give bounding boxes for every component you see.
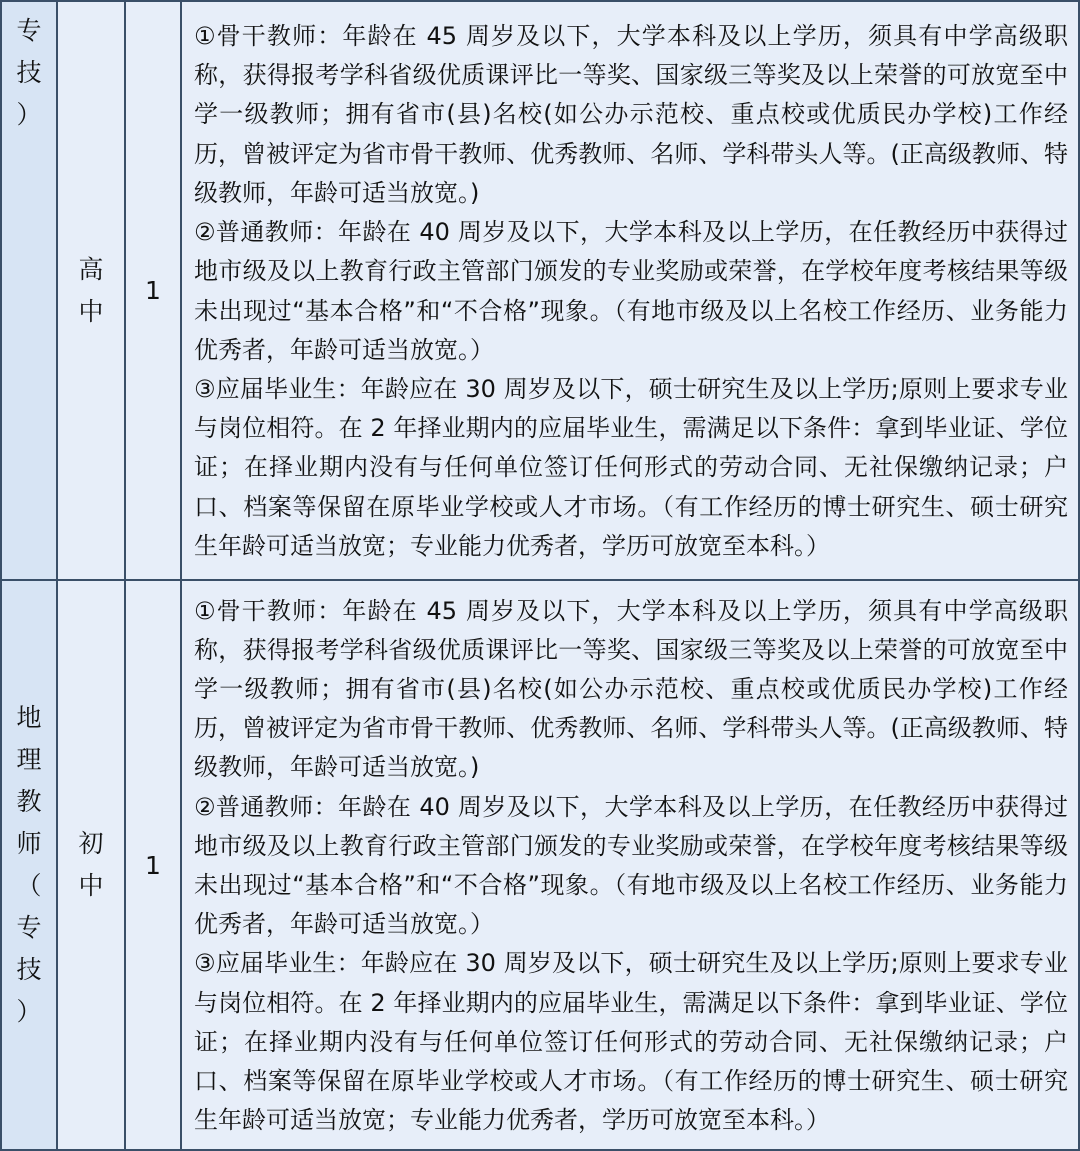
- headcount-cell: [125, 580, 181, 1150]
- requirement-fresh-graduate: ③应届毕业生：年龄应在 30 周岁及以下，硕士研究生及以上学历;原则上要求专业与岗位相符。在 2 年择业期内的应届毕业生，需满足以下条件：拿到毕业证、学位证；在择业期内没有与任何单位签订任何形式的劳动合同、无社保缴纳记录；户口、档案等保留在原毕业学校或人才市场。（有工作经历的博士研究生、硕士研究生年龄可适当放宽；专业能力优秀者，学历可放宽至本科。）: [194, 949, 1068, 1135]
- requirement-fresh-graduate: ③应届毕业生：年龄应在 30 周岁及以下，硕士研究生及以上学历;原则上要求专业与岗位相符。在 2 年择业期内的应届毕业生，需满足以下条件：拿到毕业证、学位证；在择业期内没有与任何单位签订任何形式的劳动合同、无社保缴纳记录；户口、档案等保留在原毕业学校或人才市场。（有工作经历的博士研究生、硕士研究生年龄可适当放宽；专业能力优秀者，学历可放宽至本科。）: [194, 374, 1068, 560]
- requirement-regular-teacher: ②普通教师：年龄在 40 周岁及以下，大学本科及以上学历，在任教经历中获得过地市级及以上教育行政主管部门颁发的专业奖励或荣誉，在学校年度考核结果等级未出现过“基本合格”和“不合格”现象。（有地市级及以上名校工作经历、业务能力优秀者，年龄可适当放宽。）: [194, 218, 1068, 364]
- level-char: 高: [78, 254, 104, 284]
- table-row: [1, 580, 1079, 1150]
- subject-char: 技: [16, 58, 42, 87]
- subject-char: 教: [16, 787, 42, 816]
- requirements-cell: [181, 580, 1079, 1150]
- requirement-regular-teacher: ②普通教师：年龄在 40 周岁及以下，大学本科及以上学历，在任教经历中获得过地市级及以上教育行政主管部门颁发的专业奖励或荣誉，在学校年度考核结果等级未出现过“基本合格”和“不合格”现象。（有地市级及以上名校工作经历、业务能力优秀者，年龄可适当放宽。）: [194, 792, 1068, 939]
- subject-char: 师: [16, 829, 42, 858]
- subject-char: 专: [16, 16, 42, 45]
- school-level-cell: [57, 580, 125, 1150]
- level-char: 中: [78, 296, 104, 326]
- subject-char: ）: [16, 100, 42, 129]
- subject-char: 技: [16, 955, 42, 984]
- level-char: 中: [78, 871, 104, 900]
- requirements-cell: [181, 1, 1079, 580]
- requirement-backbone-teacher: ①骨干教师：年龄在 45 周岁及以下，大学本科及以上学历，须具有中学高级职称，获得报考学科省级优质课评比一等奖、国家级三等奖及以上荣誉的可放宽至中学一级教师；拥有省市(县)名校(如公办示范校、重点校或优质民办学校)工作经历，曾被评定为省市骨干教师、优秀教师、名师、学科带头人等。(正高级教师、特级教师，年龄可适当放宽。): [194, 596, 1068, 782]
- table-row: [1, 1, 1079, 580]
- subject-char: （: [16, 871, 42, 900]
- subject-char: 地: [16, 703, 42, 732]
- subject-cell: [1, 580, 57, 1150]
- headcount-cell: [125, 1, 181, 580]
- subject-cell: [1, 1, 57, 580]
- subject-char: ）: [16, 997, 42, 1026]
- requirement-backbone-teacher: ①骨干教师：年龄在 45 周岁及以下，大学本科及以上学历，须具有中学高级职称，获得报考学科省级优质课评比一等奖、国家级三等奖及以上荣誉的可放宽至中学一级教师；拥有省市(县)名校(如公办示范校、重点校或优质民办学校)工作经历，曾被评定为省市骨干教师、优秀教师、名师、学科带头人等。(正高级教师、特级教师，年龄可适当放宽。): [194, 22, 1068, 207]
- headcount-value: 1: [145, 276, 161, 305]
- school-level-cell: [57, 1, 125, 580]
- level-char: 初: [78, 829, 104, 858]
- subject-char: 专: [16, 913, 42, 942]
- headcount-value: 1: [145, 850, 161, 880]
- subject-char: 理: [16, 745, 42, 774]
